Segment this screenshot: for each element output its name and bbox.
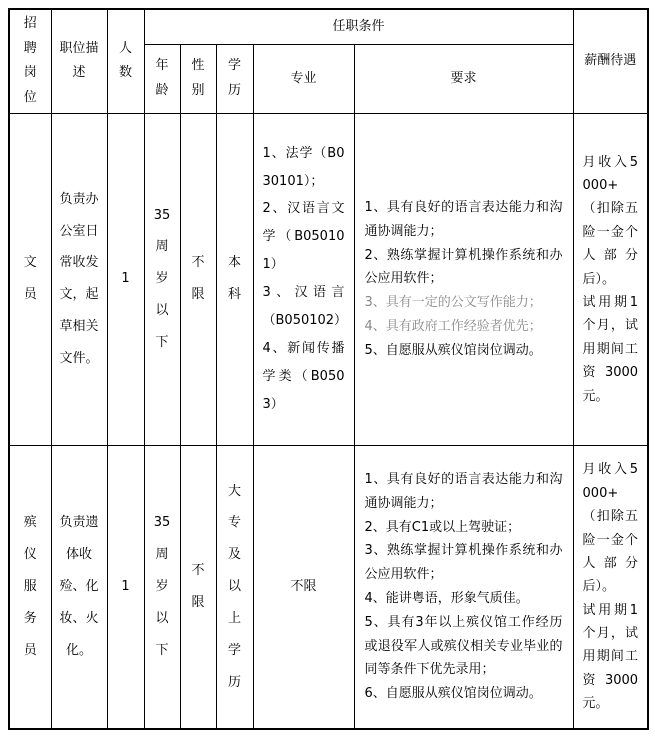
cell-line: 1、具有良好的语言表达能力和沟通协调能力； (364, 472, 563, 511)
cell-line: 月收入5000+ (582, 154, 639, 193)
cell-line: 3、具有一定的公文写作能力； (364, 295, 542, 311)
cell-line: 4、新闻传播学类（B0503） (262, 341, 345, 412)
cell-job-desc: 负责遗体收殓、化妆、火化。 (51, 445, 107, 729)
cell-line: 试用期1个月，试用期间工资3000元。 (582, 294, 639, 404)
cell-line: 5、自愿服从殡仪馆岗位调动。 (364, 342, 542, 358)
cell-education: 本科 (216, 113, 253, 445)
header-major: 专业 (253, 44, 354, 113)
header-conditions: 任职条件 (144, 9, 573, 44)
cell-age: 35周岁以下 (144, 445, 180, 729)
cell-requirements (354, 445, 573, 729)
cell-line: （扣除五险一金个人部分后）。 (582, 201, 639, 287)
cell-gender: 不限 (180, 113, 216, 445)
cell-line: 4、具有政府工作经验者优先； (364, 318, 542, 334)
header-age: 年龄 (144, 44, 180, 113)
cell-age: 35周岁以下 (144, 113, 180, 445)
cell-gender: 不限 (180, 445, 216, 729)
header-job-desc: 职位描述 (51, 9, 107, 113)
cell-education: 大专及以上学历 (216, 445, 253, 729)
cell-line: 6、自愿服从殡仪馆岗位调动。 (364, 686, 542, 702)
cell-line: 2、汉语言文学（B050101） (262, 201, 345, 273)
cell-job-title: 殡仪服务员 (9, 445, 51, 729)
cell-job-desc: 负责办公室日常收发文，起草相关文件。 (51, 113, 107, 445)
header-gender: 性别 (180, 44, 216, 113)
header-salary: 薪酬待遇 (573, 9, 648, 113)
cell-major (253, 113, 354, 445)
cell-headcount: 1 (107, 113, 144, 445)
header-job-title: 招聘岗位 (9, 9, 51, 113)
recruitment-table (8, 8, 649, 730)
cell-line: 3、熟练掌握计算机操作系统和办公应用软件； (364, 543, 563, 583)
cell-salary (573, 445, 648, 729)
cell-job-title: 文员 (9, 113, 51, 445)
cell-line: 4、能讲粤语，形象气质佳。 (364, 591, 529, 606)
cell-line: 2、具有C1或以上驾驶证； (364, 519, 521, 535)
header-row-1 (9, 9, 648, 44)
job-row-funeral-attendant (9, 445, 648, 729)
cell-line: 5、具有3年以上殡仪馆工作经历或退役军人或殡仪相关专业毕业的同等条件下优先录用； (364, 614, 563, 678)
cell-salary (573, 113, 648, 445)
cell-line: 2、熟练掌握计算机操作系统和办公应用软件； (364, 247, 563, 287)
cell-line: 3、汉语言（B050102） (262, 285, 348, 329)
job-row-clerk (9, 113, 648, 445)
cell-headcount: 1 (107, 445, 144, 729)
cell-line: 月收入5000+ (582, 462, 639, 501)
header-education: 学历 (216, 44, 253, 113)
cell-requirements (354, 113, 573, 445)
header-requirements: 要求 (354, 44, 573, 113)
cell-major: 不限 (253, 445, 354, 729)
cell-line: （扣除五险一金个人部分后）。 (582, 509, 639, 595)
cell-line: 1、法学（B030101）； (262, 145, 345, 189)
header-headcount: 人数 (107, 9, 144, 113)
cell-line: 1、具有良好的语言表达能力和沟通协调能力； (364, 200, 563, 239)
cell-line: 试用期1个月，试用期间工资3000元。 (582, 602, 639, 712)
